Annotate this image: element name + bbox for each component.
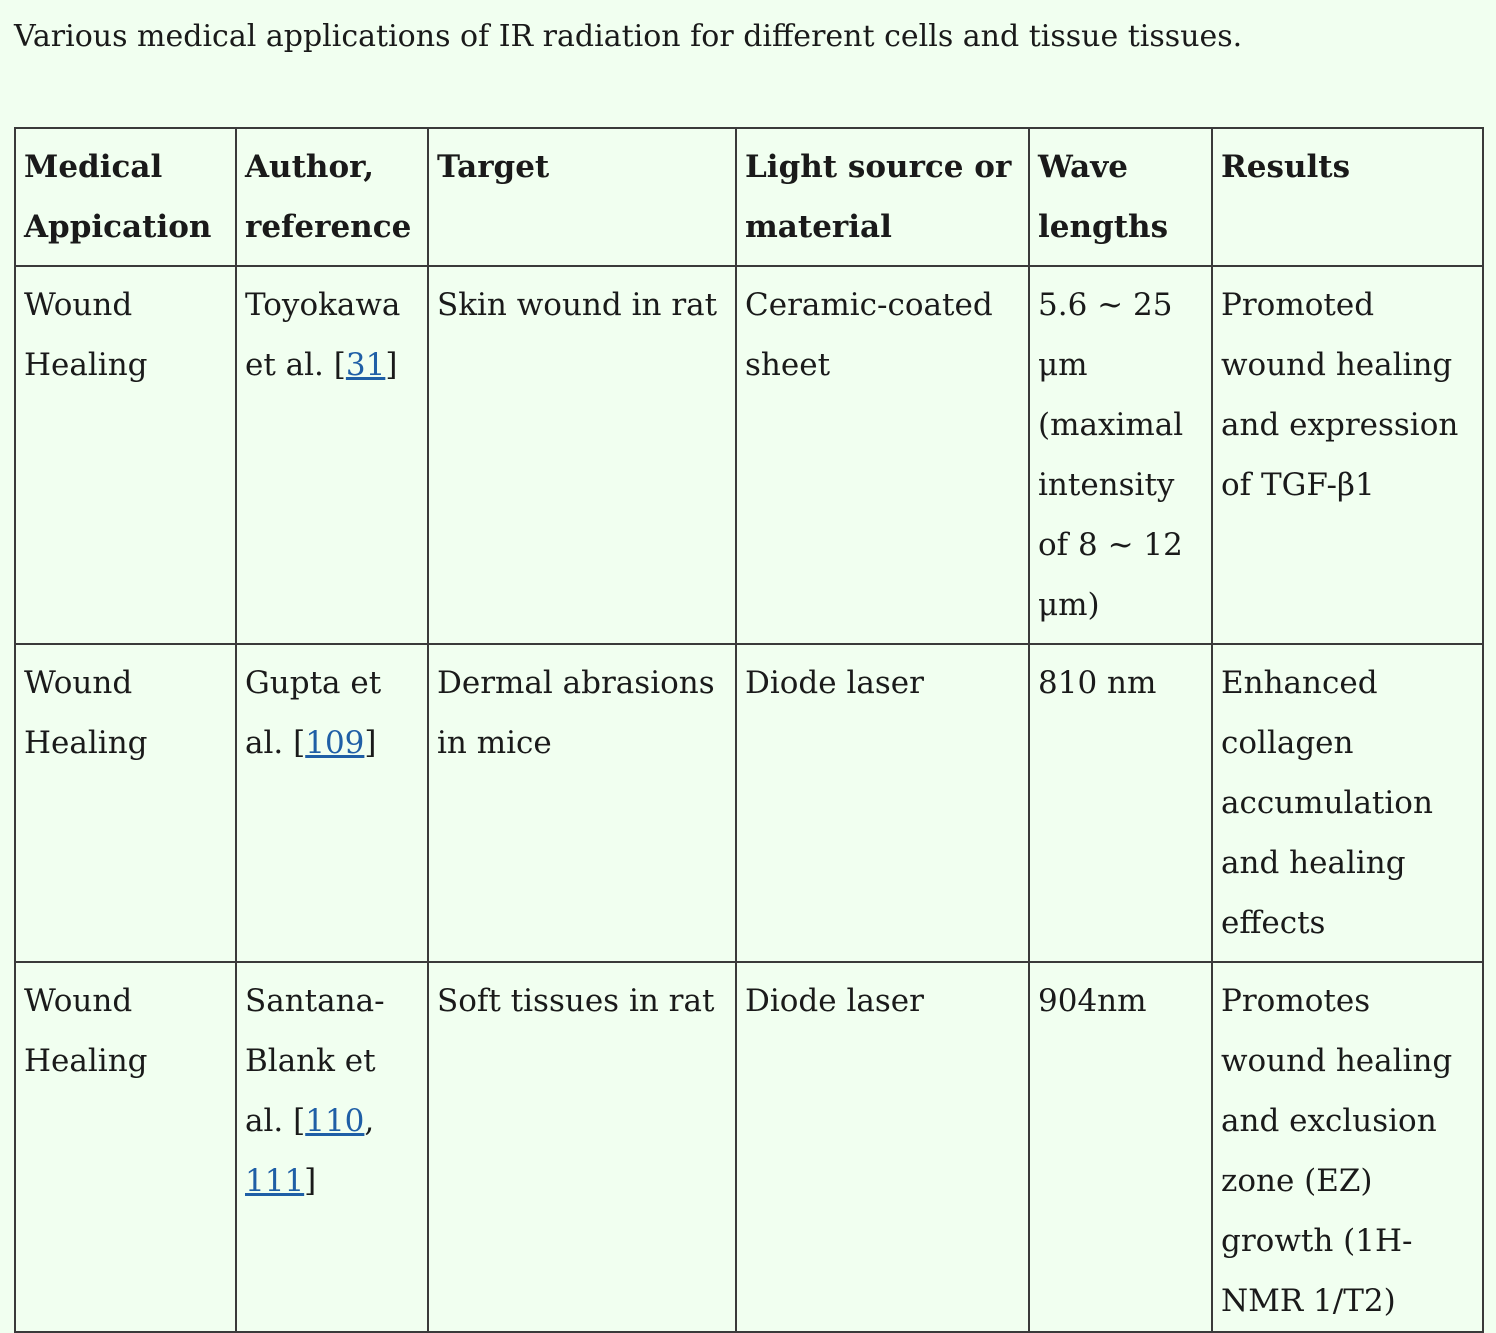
cell-application: Wound Healing [15,644,236,962]
author-text: Gupta et al. [245,665,382,761]
cell-author: Toyokawa et al. [31] [236,266,428,644]
table-row [15,266,1483,644]
reference-link[interactable]: 109 [305,725,365,761]
cell-wavelength: 5.6 ~ 25 μm (maximal intensity of 8 ~ 12 μm) [1029,266,1212,644]
header-source: Light source or material [736,128,1029,266]
cell-target: Soft tissues in rat [428,962,736,1332]
cell-application: Wound Healing [15,266,236,644]
author-text: Toyokawa et al. [245,287,401,383]
author-text: Santana-Blank et al. [245,983,385,1139]
cell-wavelength: 904nm [1029,962,1212,1332]
cell-results: Promoted wound healing and expression of TGF-β1 [1212,266,1483,644]
cell-source: Ceramic-coated sheet [736,266,1029,644]
reference-link[interactable]: 110 [305,1103,365,1139]
header-wavelength: Wave lengths [1029,128,1212,266]
cell-application: Wound Healing [15,962,236,1332]
cell-author: Gupta et al. [109] [236,644,428,962]
cell-results: Enhanced collagen accumulation and healing effects [1212,644,1483,962]
table-caption: Various medical applications of IR radiation for different cells and tissue tissues. [14,19,1243,54]
ir-applications-table [14,127,1484,1333]
table-row [15,644,1483,962]
cell-source: Diode laser [736,644,1029,962]
cell-author: Santana-Blank et al. [110, 111] [236,962,428,1332]
header-results: Results [1212,128,1483,266]
cell-target: Dermal abrasions in mice [428,644,736,962]
cell-wavelength: 810 nm [1029,644,1212,962]
table-row [15,962,1483,1332]
reference-link[interactable]: 111 [245,1163,305,1199]
cell-results: Promotes wound healing and exclusion zone (EZ) growth (1H-NMR 1/T2) [1212,962,1483,1332]
cell-source: Diode laser [736,962,1029,1332]
header-application: Medical Appication [15,128,236,266]
cell-target: Skin wound in rat [428,266,736,644]
header-author: Author, reference [236,128,428,266]
header-target: Target [428,128,736,266]
reference-link[interactable]: 31 [345,347,386,383]
header-row [15,128,1483,266]
